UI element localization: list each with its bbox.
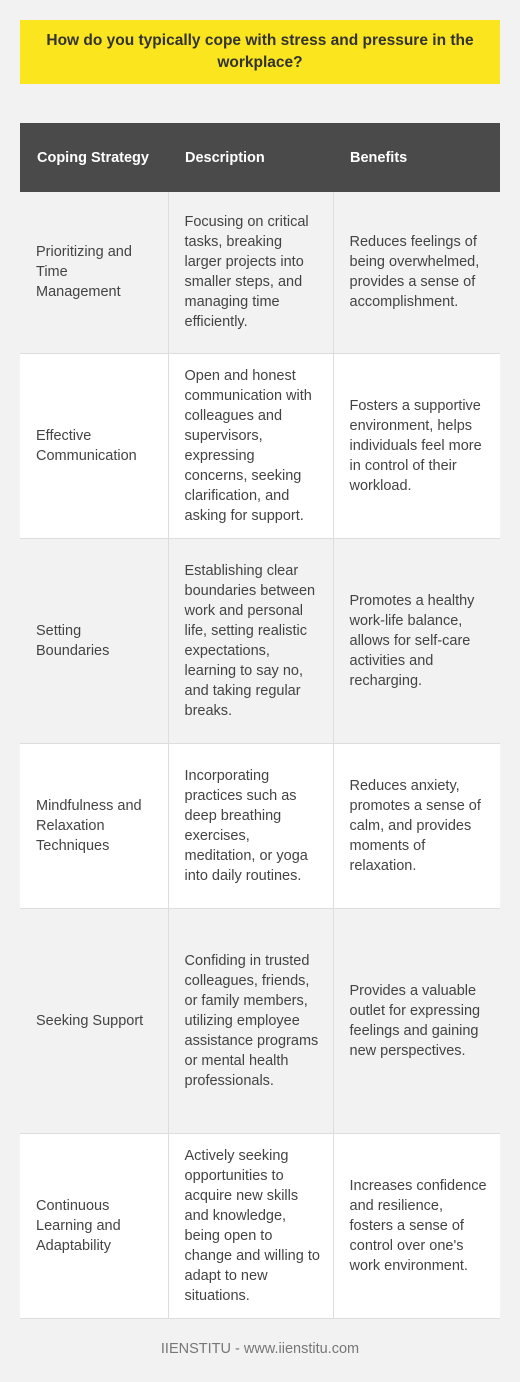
coping-strategies-table (20, 123, 500, 1319)
cell-description: Focusing on critical tasks, breaking larger projects into smaller steps, and managing time efficiently. (168, 192, 333, 353)
cell-benefits: Reduces feelings of being overwhelmed, provides a sense of accomplishment. (333, 192, 500, 353)
cell-description: Confiding in trusted colleagues, friends, or family members, utilizing employee assistance programs or mental health professionals. (168, 908, 333, 1133)
cell-strategy: Continuous Learning and Adaptability (20, 1133, 168, 1318)
table-row (20, 908, 500, 1133)
page-title (20, 20, 500, 84)
table-row (20, 743, 500, 908)
cell-strategy: Effective Communication (20, 353, 168, 538)
header-description: Description (168, 123, 333, 192)
cell-strategy: Prioritizing and Time Management (20, 192, 168, 353)
cell-description: Incorporating practices such as deep breathing exercises, meditation, or yoga into daily routines. (168, 743, 333, 908)
cell-benefits: Promotes a healthy work-life balance, allows for self-care activities and recharging. (333, 538, 500, 743)
cell-benefits: Reduces anxiety, promotes a sense of calm, and provides moments of relaxation. (333, 743, 500, 908)
cell-benefits: Provides a valuable outlet for expressing feelings and gaining new perspectives. (333, 908, 500, 1133)
footer-credit: IIENSTITU - www.iienstitu.com (160, 1341, 360, 1357)
header-benefits: Benefits (333, 123, 500, 192)
table-header-row (20, 123, 500, 192)
table-row (20, 1133, 500, 1318)
cell-benefits: Increases confidence and resilience, fosters a sense of control over one's work environment. (333, 1133, 500, 1318)
table-row (20, 353, 500, 538)
header-coping-strategy: Coping Strategy (20, 123, 168, 192)
cell-description: Open and honest communication with colleagues and supervisors, expressing concerns, seeking clarification, and asking for support. (168, 353, 333, 538)
cell-description: Actively seeking opportunities to acquire new skills and knowledge, being open to change and willing to adapt to new situations. (168, 1133, 333, 1318)
cell-benefits: Fosters a supportive environment, helps individuals feel more in control of their workload. (333, 353, 500, 538)
cell-strategy: Setting Boundaries (20, 538, 168, 743)
table-row (20, 538, 500, 743)
page-title-text: How do you typically cope with stress and pressure in the workplace? (46, 32, 474, 71)
cell-description: Establishing clear boundaries between work and personal life, setting realistic expectations, learning to say no, and taking regular breaks. (168, 538, 333, 743)
table-row (20, 192, 500, 353)
cell-strategy: Seeking Support (20, 908, 168, 1133)
cell-strategy: Mindfulness and Relaxation Techniques (20, 743, 168, 908)
